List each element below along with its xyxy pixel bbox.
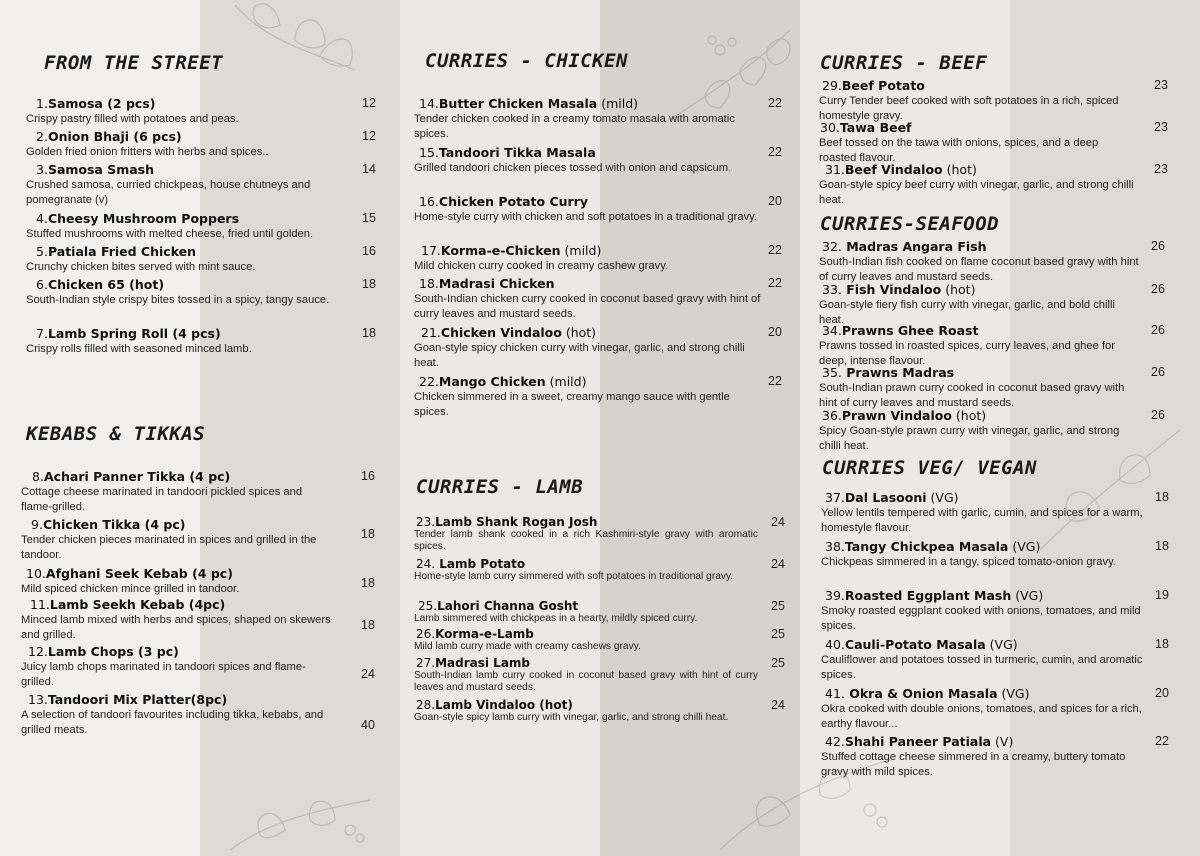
menu-item	[821, 637, 1151, 682]
menu-item-description: Goan-style spicy chicken curry with vinegar, garlic, and strong chilli heat.	[414, 342, 745, 369]
menu-item-description: South-Indian style crispy bites tossed in a spicy, tangy sauce.	[26, 294, 330, 306]
menu-item-number: 29.	[822, 78, 842, 93]
menu-item-description: Mild spiced chicken mince grilled in tandoor.	[21, 583, 240, 595]
menu-item-description: Goan-style spicy lamb curry with vinegar, garlic, and strong chilli heat.	[414, 712, 729, 723]
menu-item	[819, 78, 1137, 123]
menu-item-price: 20	[768, 325, 782, 339]
section-heading-beef: CURRIES - BEEF	[820, 52, 988, 74]
menu-item-name	[819, 162, 1137, 178]
menu-item-description: Crispy pastry filled with potatoes and peas.	[26, 113, 239, 125]
menu-item-number: 32.	[822, 239, 842, 254]
menu-item-name	[26, 326, 356, 342]
menu-item-number: 39.	[825, 588, 845, 603]
menu-item	[414, 96, 764, 141]
menu-item-number: 1.	[36, 96, 48, 111]
menu-item-price: 24	[771, 698, 785, 712]
menu-item	[414, 194, 764, 225]
menu-item-title: Achari Panner Tikka (4 pc)	[43, 469, 231, 484]
menu-item-title: Korma-e-Chicken	[440, 243, 561, 258]
menu-item-tag: (VG)	[985, 637, 1018, 652]
menu-item-title: Madrasi Chicken	[438, 276, 555, 291]
menu-item-number: 2.	[36, 129, 48, 144]
menu-item-name	[821, 490, 1151, 506]
menu-item-price: 20	[768, 194, 782, 208]
menu-item-number: 9.	[31, 517, 43, 532]
menu-item-tag: (V)	[991, 734, 1014, 749]
menu-item-price: 22	[768, 145, 782, 159]
menu-item-title: Patiala Fried Chicken	[47, 244, 197, 259]
menu-item-description: Curry Tender beef cooked with soft potatoes in a rich, spiced homestyle gravy.	[819, 95, 1119, 122]
menu-item	[414, 599, 758, 625]
menu-item-name	[819, 323, 1139, 339]
menu-item-title: Prawns Madras	[841, 365, 955, 380]
menu-item-number: 30.	[820, 120, 840, 135]
menu-item-number: 3.	[36, 162, 48, 177]
menu-item-number: 21.	[421, 325, 441, 340]
menu-item-title: Lamb Shank Rogan Josh	[435, 515, 598, 529]
menu-item-number: 6.	[36, 277, 48, 292]
menu-item-price: 15	[362, 211, 376, 225]
menu-item	[414, 656, 758, 694]
menu-item-title: Chicken Potato Curry	[438, 194, 588, 209]
menu-item-number: 7.	[36, 326, 48, 341]
menu-item-description: Golden fried onion fritters with herbs and spices..	[26, 146, 269, 158]
menu-item-price: 26	[1151, 282, 1165, 296]
menu-item-title: Lamb Seekh Kebab (4pc)	[49, 597, 226, 612]
menu-item-name	[26, 211, 356, 227]
menu-item-tag: (VG)	[1011, 588, 1044, 603]
menu-item-title: Chicken 65 (hot)	[47, 277, 165, 292]
menu-item	[821, 734, 1151, 779]
menu-item-number: 27.	[416, 656, 436, 670]
menu-item-description: Spicy Goan-style prawn curry with vinegar, garlic, and strong chilli heat.	[819, 425, 1120, 452]
menu-item-number: 16.	[419, 194, 439, 209]
menu-item-name	[414, 627, 758, 641]
menu-item-tag: (hot)	[942, 162, 977, 177]
menu-item-number: 26.	[416, 627, 436, 641]
menu-item	[821, 539, 1151, 570]
menu-item-number: 13.	[28, 692, 48, 707]
menu-item-price: 24	[361, 667, 375, 681]
menu-item-title: Tawa Beef	[839, 120, 912, 135]
menu-item-description: Crunchy chicken bites served with mint sauce.	[26, 261, 256, 273]
menu-item-title: Chicken Tikka (4 pc)	[42, 517, 186, 532]
menu-item-title: Dal Lasooni	[844, 490, 927, 505]
menu-item-price: 23	[1154, 162, 1168, 176]
menu-item-number: 15.	[419, 145, 439, 160]
menu-item-name	[819, 408, 1139, 424]
menu-item	[414, 243, 764, 274]
menu-item	[21, 597, 331, 642]
menu-item-number: 12.	[28, 644, 48, 659]
menu-item-price: 22	[768, 374, 782, 388]
menu-item-title: Lamb Chops (3 pc)	[47, 644, 179, 659]
menu-item-title: Madrasi Lamb	[435, 656, 531, 670]
menu-item-description: Minced lamb mixed with herbs and spices, shaped on skewers and grilled.	[21, 614, 331, 641]
menu-item-name	[819, 282, 1139, 298]
menu-item-name	[819, 78, 1137, 94]
menu-item-price: 25	[771, 627, 785, 641]
menu-item	[26, 326, 356, 357]
menu-item-name	[414, 325, 764, 341]
menu-item-name	[21, 566, 331, 582]
menu-item-price: 40	[361, 718, 375, 732]
menu-item-description: Tender chicken cooked in a creamy tomato masala with aromatic spices.	[414, 113, 735, 140]
menu-item	[26, 96, 356, 127]
menu-item-title: Prawn Vindaloo	[841, 408, 952, 423]
menu-item-name	[21, 644, 331, 660]
menu-item-name	[26, 277, 356, 293]
menu-item-price: 26	[1151, 365, 1165, 379]
menu-item-title: Chicken Vindaloo	[440, 325, 562, 340]
section-heading-kebabs: KEBABS & TIKKAS	[26, 423, 206, 445]
menu-item	[26, 244, 356, 275]
menu-item-description: Goan-style spicy beef curry with vinegar, garlic, and strong chilli heat.	[819, 179, 1134, 206]
menu-item-name	[414, 145, 764, 161]
section-heading-street: FROM THE STREET	[44, 52, 224, 74]
menu-item-description: Crushed samosa, curried chickpeas, house chutneys and pomegranate (v)	[26, 179, 311, 206]
menu-item-price: 22	[1155, 734, 1169, 748]
menu-item-name	[414, 599, 758, 613]
menu-item-number: 8.	[32, 469, 44, 484]
menu-item-title: Samosa (2 pcs)	[47, 96, 156, 111]
section-heading-chicken: CURRIES - CHICKEN	[425, 50, 628, 72]
menu-item-title: Shahi Paneer Patiala	[844, 734, 992, 749]
menu-item-name	[414, 374, 764, 390]
menu-item	[821, 686, 1151, 731]
menu-item-description: A selection of tandoori favourites including tikka, kebabs, and grilled meats.	[21, 709, 324, 736]
menu-item-price: 12	[362, 96, 376, 110]
menu-item-price: 25	[771, 656, 785, 670]
menu-item-title: Beef Potato	[841, 78, 925, 93]
menu-item-title: Cauli-Potato Masala	[844, 637, 986, 652]
menu-item-price: 26	[1151, 323, 1165, 337]
menu-item-price: 24	[771, 557, 785, 571]
menu-item-price: 14	[362, 162, 376, 176]
menu-item-title: Mango Chicken	[438, 374, 546, 389]
menu-item-number: 28.	[416, 698, 436, 712]
menu-item-price: 24	[771, 515, 785, 529]
menu-item-number: 40.	[825, 637, 845, 652]
menu-item-title: Cheesy Mushroom Poppers	[47, 211, 240, 226]
menu-item-price: 16	[362, 244, 376, 258]
menu-item-title: Tangy Chickpea Masala	[844, 539, 1009, 554]
menu-item-description: Stuffed cottage cheese simmered in a creamy, buttery tomato gravy with mild spices.	[821, 751, 1126, 778]
menu-item-name	[414, 698, 758, 712]
menu-item-name	[821, 588, 1151, 604]
menu-item-number: 18.	[419, 276, 439, 291]
menu-item-description: South-Indian prawn curry cooked in coconut based gravy with hint of curry leaves and mustard seeds.	[819, 382, 1125, 409]
menu-item-name	[821, 734, 1151, 750]
menu-item-description: Stuffed mushrooms with melted cheese, fried until golden.	[26, 228, 314, 240]
menu-item-description: South-Indian fish cooked on flame coconut based gravy with hint of curry leaves and mustard seeds.	[819, 256, 1139, 283]
menu-item-title: Afghani Seek Kebab (4 pc)	[45, 566, 233, 581]
menu-item	[414, 515, 758, 553]
menu-item-tag: (hot)	[941, 282, 976, 297]
menu-item-price: 19	[1155, 588, 1169, 602]
menu-item-tag: (mild)	[545, 374, 587, 389]
menu-item-name	[21, 517, 331, 533]
menu-item-description: Juicy lamb chops marinated in tandoori spices and flame-grilled.	[21, 661, 306, 688]
menu-item-title: Beef Vindaloo	[844, 162, 943, 177]
menu-item	[21, 692, 331, 737]
menu-item	[819, 408, 1139, 453]
menu-item-name	[414, 515, 758, 529]
menu-item-number: 14.	[419, 96, 439, 111]
menu-item-number: 10.	[26, 566, 46, 581]
menu-item-number: 25.	[418, 599, 438, 613]
menu-item-description: Yellow lentils tempered with garlic, cumin, and spices for a warm, homestyle flavour.	[821, 507, 1143, 534]
menu-item-number: 38.	[825, 539, 845, 554]
menu-item-price: 26	[1151, 408, 1165, 422]
menu-item-name	[414, 276, 764, 292]
menu-item-number: 22.	[419, 374, 439, 389]
menu-item-number: 31.	[825, 162, 845, 177]
menu-item-description: Grilled tandoori chicken pieces tossed with onion and capsicum.	[414, 162, 732, 174]
menu-item-price: 23	[1154, 78, 1168, 92]
section-heading-seafood: CURRIES-SEAFOOD	[820, 213, 1000, 235]
menu-item-tag: (VG)	[997, 686, 1030, 701]
menu-item-title: Madras Angara Fish	[841, 239, 987, 254]
menu-item-price: 20	[1155, 686, 1169, 700]
menu-item-price: 12	[362, 129, 376, 143]
menu-item-tag: (hot)	[951, 408, 987, 423]
menu-item-description: Goan-style fiery fish curry with vinegar, garlic, and bold chilli heat.	[819, 299, 1115, 326]
menu-item	[414, 276, 764, 321]
menu-item-number: 17.	[421, 243, 441, 258]
menu-item	[26, 162, 356, 207]
menu-item	[819, 120, 1137, 165]
menu-item-title: Okra & Onion Masala	[844, 686, 998, 701]
menu-item-title: Tandoori Tikka Masala	[438, 145, 596, 160]
menu-item-price: 25	[771, 599, 785, 613]
menu-item-title: Fish Vindaloo	[841, 282, 942, 297]
menu-item-title: Lahori Channa Gosht	[437, 599, 579, 613]
menu-item-number: 34.	[822, 323, 842, 338]
menu-item-name	[414, 96, 764, 112]
menu-item	[414, 374, 764, 419]
menu-item-name	[21, 469, 331, 485]
menu-item-title: Tandoori Mix Platter(8pc)	[47, 692, 228, 707]
menu-item	[21, 469, 331, 514]
menu-item-title: Samosa Smash	[47, 162, 155, 177]
menu-item-price: 23	[1154, 120, 1168, 134]
menu-item-name	[21, 692, 331, 708]
menu-item-number: 35.	[822, 365, 842, 380]
menu-item-name	[414, 243, 764, 259]
menu-item	[21, 566, 331, 597]
menu-item-price: 18	[361, 576, 375, 590]
section-heading-lamb: CURRIES - LAMB	[416, 476, 584, 498]
menu-item	[26, 277, 356, 308]
menu-item-description: Chicken simmered in a sweet, creamy mango sauce with gentle spices.	[414, 391, 730, 418]
menu-item-description: Mild lamb curry made with creamy cashews gravy.	[414, 641, 641, 652]
menu-item-description: Cottage cheese marinated in tandoori pickled spices and flame-grilled.	[21, 486, 303, 513]
menu-item-description: Crispy rolls filled with seasoned minced lamb.	[26, 343, 252, 355]
menu-item-number: 33.	[822, 282, 842, 297]
menu-item-price: 26	[1151, 239, 1165, 253]
menu-item-price: 22	[768, 243, 782, 257]
menu-item-title: Lamb Spring Roll (4 pcs)	[47, 326, 221, 341]
menu-item-title: Lamb Potato	[435, 557, 526, 571]
menu-item-name	[26, 162, 356, 178]
menu-item-name	[414, 656, 758, 670]
menu-item-description: Okra cooked with double onions, tomatoes, and spices for a rich, earthy flavour...	[821, 703, 1142, 730]
menu-item-price: 18	[361, 527, 375, 541]
menu-item-title: Butter Chicken Masala	[438, 96, 598, 111]
menu-item-price: 18	[1155, 637, 1169, 651]
menu-item-name	[26, 96, 356, 112]
menu-item-description: Home-style lamb curry simmered with soft potatoes in traditional gravy.	[414, 571, 734, 582]
menu-item-price: 18	[362, 277, 376, 291]
menu-item-title: Prawns Ghee Roast	[841, 323, 979, 338]
menu-item-number: 11.	[30, 597, 50, 612]
menu-item-price: 18	[362, 326, 376, 340]
menu-item-tag: (mild)	[597, 96, 639, 111]
menu-item	[819, 239, 1139, 284]
menu-item-name	[26, 129, 356, 145]
menu-item	[414, 557, 758, 583]
menu-item-name	[819, 239, 1139, 255]
menu-item-price: 18	[1155, 490, 1169, 504]
menu-item-description: Beef tossed on the tawa with onions, spices, and a deep roasted flavour.	[819, 137, 1099, 164]
menu-item-description: South-Indian lamb curry cooked in coconut based gravy with hint of curry leaves and mustard seeds.	[414, 670, 758, 693]
menu-item	[821, 490, 1151, 535]
menu-item	[21, 644, 331, 689]
menu-item-description: Chickpeas simmered in a tangy, spiced tomato-onion gravy.	[821, 556, 1116, 568]
menu-item-number: 42.	[825, 734, 845, 749]
menu-item-description: Home-style curry with chicken and soft potatoes in a traditional gravy.	[414, 211, 758, 223]
menu-item-name	[819, 365, 1139, 381]
menu-item-description: Cauliflower and potatoes tossed in turmeric, cumin, and aromatic spices.	[821, 654, 1143, 681]
menu-item	[819, 282, 1139, 327]
menu-item-number: 36.	[822, 408, 842, 423]
menu-item	[821, 588, 1151, 633]
menu-item-title: Korma-e-Lamb	[435, 627, 534, 641]
section-heading-veg: CURRIES VEG/ VEGAN	[822, 457, 1037, 479]
menu-item	[21, 517, 331, 562]
menu-item-description: Smoky roasted eggplant cooked with onions, tomatoes, and mild spices.	[821, 605, 1141, 632]
menu-item	[414, 325, 764, 370]
menu-item	[414, 698, 758, 724]
menu-item-number: 4.	[36, 211, 48, 226]
menu-item-title: Lamb Vindaloo (hot)	[435, 698, 573, 712]
menu-item	[26, 211, 356, 242]
menu-item-number: 5.	[36, 244, 48, 259]
menu-item-number: 23.	[416, 515, 436, 529]
menu-item-name	[821, 686, 1151, 702]
menu-item	[819, 365, 1139, 410]
leaf-illustration-icon	[220, 790, 380, 856]
menu-item-title: Roasted Eggplant Mash	[844, 588, 1012, 603]
menu-item-description: South-Indian chicken curry cooked in coconut based gravy with hint of curry leaves and mustard seeds.	[414, 293, 761, 320]
menu-item-name	[414, 557, 758, 571]
menu-item	[414, 145, 764, 176]
menu-item-description: Tender lamb shank cooked in a rich Kashmiri-style gravy with aromatic spices.	[414, 529, 758, 552]
leaf-illustration-icon	[225, 0, 365, 80]
menu-item-price: 18	[1155, 539, 1169, 553]
menu-item-price: 22	[768, 276, 782, 290]
menu-item-description: Prawns tossed in roasted spices, curry leaves, and ghee for deep, intense flavour.	[819, 340, 1115, 367]
menu-item-price: 16	[361, 469, 375, 483]
menu-item-name	[26, 244, 356, 260]
menu-item-number: 24.	[416, 557, 436, 571]
menu-item-name	[414, 194, 764, 210]
menu-item-name	[821, 637, 1151, 653]
menu-item-number: 37.	[825, 490, 845, 505]
menu-item-tag: (VG)	[1008, 539, 1041, 554]
menu-item-tag: (VG)	[926, 490, 959, 505]
menu-item-number: 41.	[825, 686, 845, 701]
menu-item-tag: (mild)	[560, 243, 602, 258]
menu-item-name	[819, 120, 1137, 136]
menu-item-name	[821, 539, 1151, 555]
menu-item	[819, 162, 1137, 207]
menu-item-name	[21, 597, 331, 613]
menu-item	[26, 129, 356, 160]
menu-item-price: 18	[361, 618, 375, 632]
menu-item-title: Onion Bhaji (6 pcs)	[47, 129, 182, 144]
menu-item	[414, 627, 758, 653]
menu-item-description: Mild chicken curry cooked in creamy cashew gravy.	[414, 260, 669, 272]
menu-item-tag: (hot)	[561, 325, 597, 340]
menu-item	[819, 323, 1139, 368]
menu-item-description: Lamb simmered with chickpeas in a hearty, mildly spiced curry.	[414, 613, 698, 624]
menu-item-description: Tender chicken pieces marinated in spices and grilled in the tandoor.	[21, 534, 317, 561]
menu-item-price: 22	[768, 96, 782, 110]
